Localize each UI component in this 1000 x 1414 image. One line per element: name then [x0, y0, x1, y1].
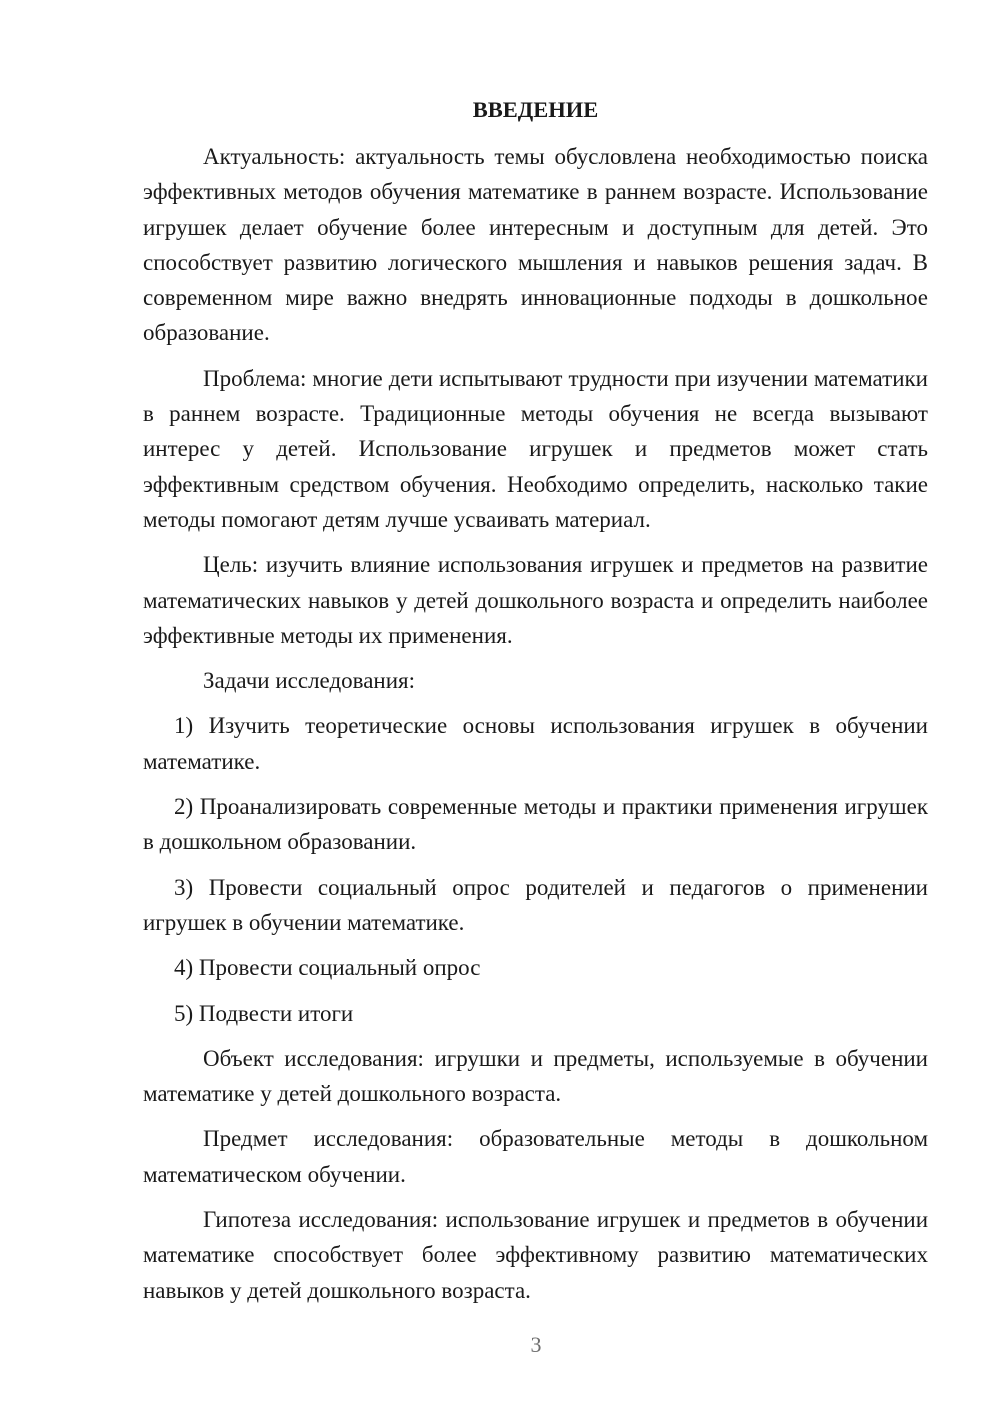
- paragraph-object: Объект исследования: игрушки и предметы, используемые в обучении математике у детей дошкольного возраста.: [143, 1045, 928, 1107]
- paragraph-hypothesis: Гипотеза исследования: использование игрушек и предметов в обучении математике способствует более эффективному развитию математических навыков у детей дошкольного возраста.: [143, 1207, 928, 1303]
- task-item-4: 4) Провести социальный опрос: [174, 955, 481, 981]
- section-title: ВВЕДЕНИЕ: [472, 97, 599, 122]
- page-number: 3: [530, 1332, 542, 1357]
- task-item-1: 1) Изучить теоретические основы использования игрушек в обучении математике.: [143, 713, 928, 774]
- tasks-heading: Задачи исследования:: [203, 668, 416, 694]
- paragraph-subject: Предмет исследования: образовательные методы в дошкольном математическом обучении.: [143, 1126, 928, 1187]
- task-item-5: 5) Подвести итоги: [174, 1000, 354, 1026]
- paragraph-relevance: Актуальность: актуальность темы обусловлена необходимостью поиска эффективных методов обучения математике в раннем возрасте. Использование игрушек делает обучение более интересным и доступным для детей. Это способствует развитию логического мышления и навыков решения задач. В современном мире важно внедрять инновационные подходы в дошкольное образование.: [143, 144, 928, 346]
- task-item-2: 2) Проанализировать современные методы и практики применения игрушек в дошкольном образовании.: [143, 794, 928, 855]
- page-content: [143, 92, 928, 1318]
- task-item-3: 3) Провести социальный опрос родителей и педагогов о применении игрушек в обучении математике.: [143, 874, 928, 935]
- paragraph-problem: Проблема: многие дети испытывают трудности при изучении математики в раннем возрасте. Традиционные методы обучения не всегда вызывают интерес у детей. Использование игрушек и предметов может стать эффективным средством обучения. Необходимо определить, насколько такие методы помогают детям лучше усваивать материал.: [143, 365, 928, 532]
- paragraph-goal: Цель: изучить влияние использования игрушек и предметов на развитие математических навыков у детей дошкольного возраста и определить наиболее эффективные методы их применения.: [143, 552, 928, 648]
